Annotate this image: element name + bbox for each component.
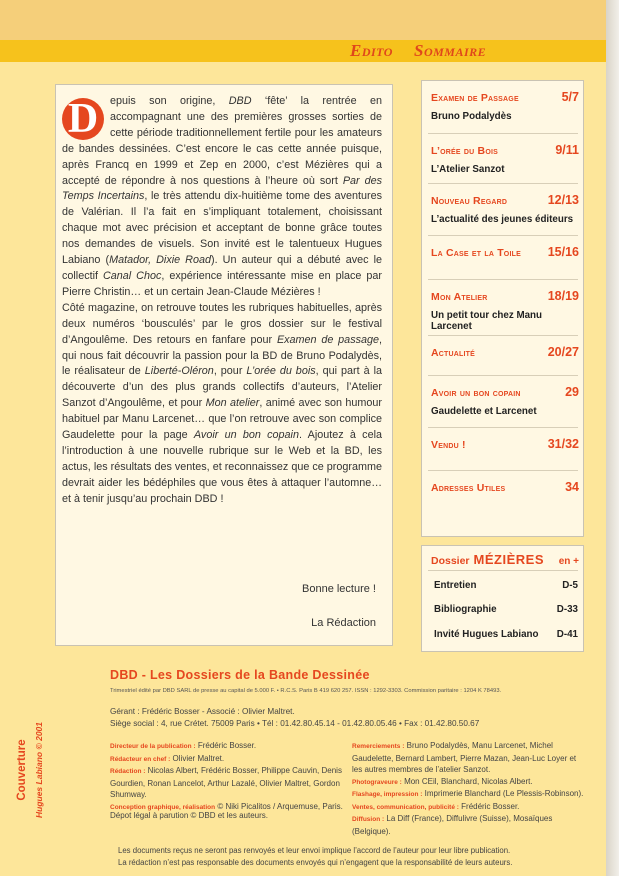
toc-entry [431, 289, 579, 332]
dossier-item-title: Bibliographie [434, 604, 497, 615]
edito-p1-run: Canal Choc [102, 269, 162, 282]
credits-title: DBD - Les Dossiers de la Bande Dessinée [110, 668, 370, 682]
toc-entry [431, 480, 579, 494]
cover-credit [12, 690, 48, 850]
credit-line [110, 765, 350, 801]
dossier-divider [428, 570, 578, 571]
toc-divider [428, 133, 578, 134]
toc-entry [431, 437, 579, 451]
credit-value: Frédéric Bosser. [195, 741, 257, 750]
edito-closing: Bonne lecture ! [302, 583, 376, 595]
credit-value: © Niki Picalitos / Arquemuse, Paris. [215, 801, 343, 811]
credit-line [352, 776, 588, 789]
toc-entry [431, 143, 579, 175]
top-band [0, 0, 606, 40]
credit-value: Frédéric Bosser. [458, 801, 520, 811]
credit-value: Imprimerie Blanchard (Le Plessis-Robinson). [422, 789, 584, 798]
toc-title: Mon Atelier [431, 291, 488, 303]
toc-entry [431, 245, 579, 259]
edito-p1-run: ‘fête’ la rentrée en accompagnant une des premières grosses sorties de cette période traditionnellement fertile pour les amateurs de bandes dessinées. C’est encore le cas cette année puisque, après Francq en 1999 et Zep en 2000, c’est Mézières qui a accepté de répondre à nos questions à l’heure où sort [62, 95, 382, 187]
credit-role: Photograveure : [352, 778, 402, 786]
edito-p1-run: Matador, Dixie Road [109, 254, 211, 267]
toc-subtitle: Un petit tour chez Manu Larcenet [431, 310, 543, 332]
edito-p2-run: , qui part à la découverte d’un des plus grands collectifs d’auteurs, l’Atelier Sanzot d’Angoulême, et pour [62, 365, 383, 410]
sommaire-heading: Sommaire [414, 41, 487, 60]
edito-p2-run: , animé avec son humour habituel par Manu Larcenet… que l’on retrouve avec son complice Gaudelette pour la page [62, 397, 382, 442]
edito-p2-run: Côté magazine, on retrouve toutes les rubriques habituelles, après deux numéros ‘bousculés’ par le gros dossier sur le festival d’Angoulême. Des retours en fanfare pour [62, 301, 382, 346]
dossier-item-page: D-41 [556, 629, 578, 640]
edito-p1-run: Par des Temps Incertains [62, 174, 382, 203]
edito-p2-run: Examen de passage [276, 333, 379, 346]
dropcap-letter: D [62, 98, 104, 140]
toc-subtitle: L’Atelier Sanzot [431, 164, 505, 175]
credit-role: Rédaction : [110, 768, 146, 775]
toc-pages: 31/32 [547, 437, 579, 451]
dossier-item-title: Entretien [434, 580, 477, 591]
credit-role: Ventes, communication, publicité : [352, 803, 459, 811]
toc-title: Avoir un bon copain [431, 387, 521, 399]
edito-p2-run: , qui nous fait découvrir la passion pour la BD de Bruno Podalydès, le réalisateur de [62, 333, 382, 378]
toc-title: Actualité [431, 347, 475, 359]
credit-line [352, 813, 588, 837]
toc-subtitle: Bruno Podalydès [431, 111, 512, 122]
edito-p2-run: Mon atelier [205, 397, 260, 410]
toc-pages: 34 [565, 480, 579, 494]
edito-heading: Edito [350, 41, 393, 60]
dossier-header [431, 552, 579, 567]
toc-subtitle: L’actualité des jeunes éditeurs [431, 214, 574, 225]
edito-p1-run: ). Un auteur qui a débuté avec le collectif [62, 254, 382, 282]
toc-pages: 15/16 [547, 245, 579, 259]
edito-p2-run: Liberté-Oléron [144, 365, 214, 378]
toc-divider [428, 375, 578, 376]
toc-title: Vendu ! [431, 439, 466, 451]
dossier-item [434, 604, 578, 615]
edito-text [62, 94, 382, 508]
toc-pages: 5/7 [561, 90, 579, 104]
edito-p1-run: , expérience intéressante mise en place par Pierre Christin… et un certain Jean-Claude Mézières ! [62, 269, 382, 298]
edito-p1-run: epuis son origine, [110, 95, 229, 107]
dossier-name: MÉZIÈRES [473, 552, 544, 567]
gerant-line: Gérant : Frédéric Bosser - Associé : Olivier Maltret. [110, 707, 295, 716]
toc-divider [428, 279, 578, 280]
credit-line [352, 740, 588, 776]
edito-p2-run: , pour [213, 365, 247, 378]
toc-title: Examen de Passage [431, 92, 519, 104]
toc-title: La Case et la Toile [431, 247, 521, 259]
toc-divider [428, 470, 578, 471]
toc-divider [428, 427, 578, 428]
toc-divider [428, 235, 578, 236]
edito-p2-run: . Ajoutez à cela l’introduction à une nouvelle rubrique sur le Web et la BD, les actus, les résultats des ventes, et reconnaissez que ce programme devrait aider les bédéphiles que vous êtes à attaquer l’automne… et à tenir jusqu’au prochain DBD ! [62, 429, 382, 505]
credit-role: Flashage, impression : [352, 791, 423, 798]
toc-subtitle: Gaudelette et Larcenet [431, 406, 537, 417]
credit-value: Bruno Podalydès, Manu Larcenet, Michel Gaudelette, Bernard Lambert, Pierre Mazan, Jean-Luc Loyer et les autres membres de l’atelier Sanzot. [352, 741, 577, 774]
toc-pages: 20/27 [547, 345, 579, 359]
credit-role: Conception graphique, réalisation [110, 803, 216, 811]
toc-pages: 9/11 [555, 143, 579, 157]
edito-paragraph-2 [62, 301, 382, 508]
toc-entry [431, 90, 579, 122]
toc-pages: 12/13 [547, 193, 579, 207]
dossier-item-title: Invité Hugues Labiano [434, 629, 539, 640]
edito-p2-run: Avoir un bon copain [193, 429, 299, 442]
credit-line [352, 788, 588, 801]
legal-notice: Trimestriel édité par DBD SARL de presse au capital de 5.000 F. • R.C.S. Paris B 419 620 257. ISSN : 1292-3303. Commission paritaire : 1204 K 78493. [110, 688, 502, 694]
page-edge [606, 0, 619, 876]
cover-artist: Hugues Labiano © 2001 [34, 721, 44, 819]
edito-p1-run: , le très attendu dix-huitième tome des aventures de Valérian. Il l’a fait en s’impliquant totalement, choisissant chaque mot avec précision et acceptant de bonne grâce toutes nos demandes de visuels. Son invité est le talentueux Hugues Labiano ( [62, 190, 382, 267]
toc-pages: 18/19 [547, 289, 579, 303]
cover-label: Couverture [16, 739, 28, 801]
credit-value: La Diff (France), Diffulivre (Suisse), Mosaïques (Belgique). [352, 814, 553, 836]
dossier-item-page: D-5 [562, 580, 578, 591]
disclaimer-2: La rédaction n’est pas responsable des documents envoyés qui n’engagent que la responsabilité de leurs auteurs. [118, 858, 513, 867]
toc-divider [428, 335, 578, 336]
toc-entry [431, 345, 579, 359]
edito-p2-run: L’orée du bois [246, 365, 316, 378]
credit-line [110, 753, 350, 766]
dossier-label: Dossier [431, 555, 470, 567]
disclaimer-1: Les documents reçus ne seront pas renvoyés et leur envoi implique l’accord de l’auteur pour leur libre publication. [118, 846, 511, 855]
toc-pages: 29 [565, 385, 579, 399]
toc-entry [431, 385, 579, 417]
dossier-item-page: D-33 [556, 604, 578, 615]
dossier-item [434, 580, 578, 591]
toc-title: Nouveau Regard [431, 195, 508, 207]
toc-title: Adresses Utiles [431, 482, 506, 494]
credit-line [110, 740, 350, 753]
edito-p1-run: DBD [228, 95, 252, 107]
edito-signature: La Rédaction [311, 617, 376, 629]
toc-title: L’orée du Bois [431, 145, 498, 157]
credits-right [352, 740, 588, 837]
credit-value: Mon CEil, Blanchard, Nicolas Albert. [401, 776, 533, 786]
credit-line [352, 801, 588, 814]
depot-legal: Dépot légal à parution © DBD et les auteurs. [110, 811, 268, 820]
credit-role: Remerciements : [352, 743, 405, 750]
toc-divider [428, 183, 578, 184]
toc-entry [431, 193, 579, 225]
edito-paragraph-1 [62, 94, 382, 301]
dossier-extra: en + [558, 556, 579, 567]
credit-role: Rédacteur en chef : [110, 755, 171, 763]
address-line: Siège social : 4, rue Crétet. 75009 Paris • Tél : 01.42.80.45.14 - 01.42.80.05.46 • Fax : 01.42.80.50.67 [110, 719, 480, 728]
credits-left [110, 740, 350, 813]
credit-role: Directeur de la publication : [110, 743, 196, 750]
dossier-item [434, 629, 578, 640]
section-header [0, 40, 606, 62]
credit-value: Nicolas Albert, Frédéric Bosser, Philippe Cauvin, Denis Gourdien, Ronan Lancelot, Arthur Lazalé, Olivier Maltret, Gordon Shumway. [110, 766, 342, 799]
credit-role: Diffusion : [352, 816, 385, 823]
credit-value: Olivier Maltret. [170, 753, 225, 763]
